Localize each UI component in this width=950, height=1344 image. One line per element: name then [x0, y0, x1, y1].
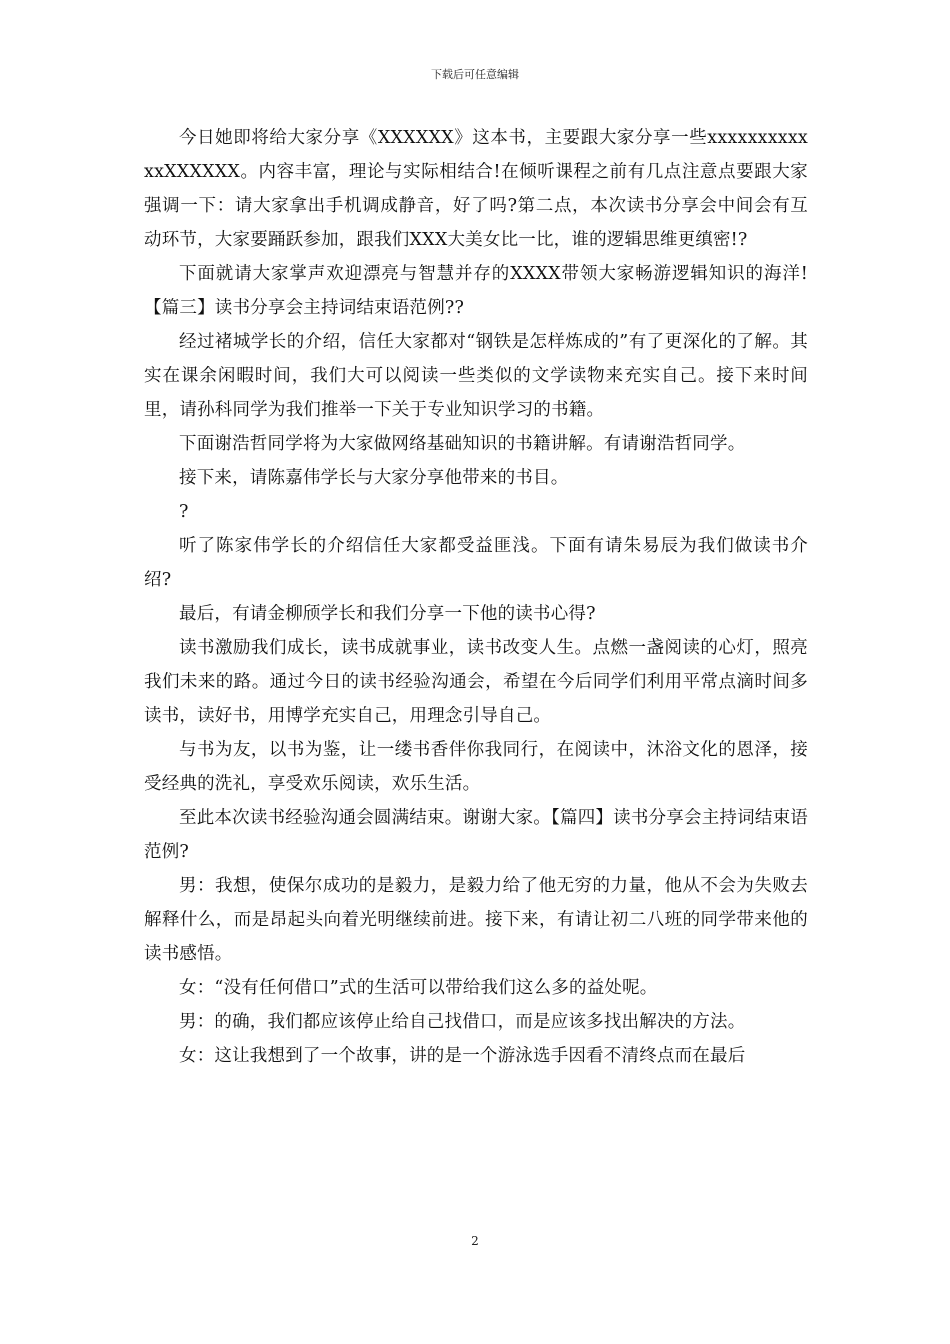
page-number: 2 — [471, 1234, 479, 1248]
paragraph: 读书激励我们成长，读书成就事业，读书改变人生。点燃一盏阅读的心灯，照亮我们未来的路。通过今日的读书经验沟通会，希望在今后同学们利用平常点滴时间多读书，读好书，用博学充实自己，用理念引导自己。 — [144, 638, 808, 726]
page-header-note: 下载后可任意编辑 — [431, 68, 519, 81]
paragraph: 男：的确，我们都应该停止给自己找借口，而是应该多找出解决的方法。 — [179, 1012, 746, 1032]
paragraph: 接下来，请陈嘉伟学长与大家分享他带来的书目。 — [179, 468, 569, 488]
paragraph: 女：这让我想到了一个故事，讲的是一个游泳选手因看不清终点而在最后 — [179, 1046, 746, 1066]
paragraph: 至此本次读书经验沟通会圆满结束。谢谢大家。【篇四】读书分享会主持词结束语范例? — [144, 808, 808, 862]
paragraph: 下面就请大家掌声欢迎漂亮与智慧并存的XXXX带领大家畅游逻辑知识的海洋!【篇三】读书分享会主持词结束语范例?? — [144, 264, 808, 318]
paragraph: 最后，有请金柳颀学长和我们分享一下他的读书心得? — [179, 604, 596, 624]
paragraph: 听了陈家伟学长的介绍信任大家都受益匪浅。下面有请朱易辰为我们做读书介绍? — [144, 536, 808, 590]
paragraph: 今日她即将给大家分享《XXXXXX》这本书，主要跟大家分享一些xxxxxxxxxxxxXXXXXX。内容丰富，理论与实际相结合!在倾听课程之前有几点注意点要跟大家强调一下：请大家拿出手机调成静音，好了吗?第二点，本次读书分享会中间会有互动环节，大家要踊跃参加，跟我们XXX大美女比一比，谁的逻辑思维更缜密!? — [144, 128, 808, 250]
paragraph: 男：我想，使保尔成功的是毅力，是毅力给了他无穷的力量，他从不会为失败去解释什么，而是昂起头向着光明继续前进。接下来，有请让初二八班的同学带来他的读书感悟。 — [144, 876, 808, 964]
paragraph: 经过褚城学长的介绍，信任大家都对“钢铁是怎样炼成的”有了更深化的了解。其实在课余闲暇时间，我们大可以阅读一些类似的文学读物来充实自己。接下来时间里，请孙科同学为我们推举一下关于专业知识学习的书籍。 — [144, 332, 808, 420]
document-body — [144, 121, 808, 1073]
paragraph: ? — [179, 502, 189, 522]
paragraph: 下面谢浩哲同学将为大家做网络基础知识的书籍讲解。有请谢浩哲同学。 — [179, 434, 746, 454]
paragraph: 与书为友，以书为鉴，让一缕书香伴你我同行，在阅读中，沐浴文化的恩泽，接受经典的洗礼，享受欢乐阅读，欢乐生活。 — [144, 740, 808, 794]
paragraph: 女：“没有任何借口”式的生活可以带给我们这么多的益处呢。 — [179, 978, 658, 998]
